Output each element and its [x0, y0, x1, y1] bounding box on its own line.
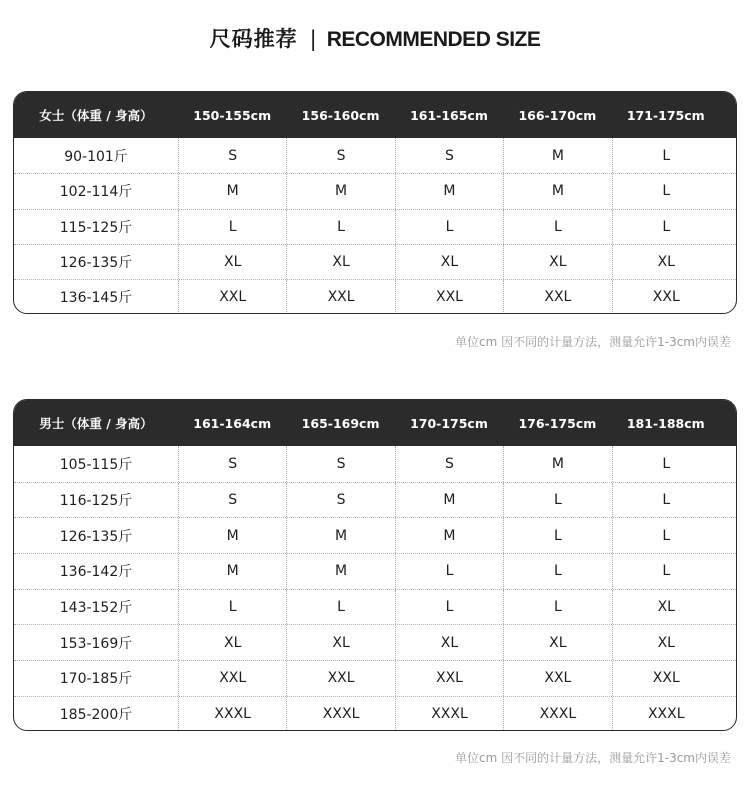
title-chinese: 尺码推荐: [209, 27, 298, 51]
size-cell: XXXL: [286, 697, 394, 731]
table-row: [14, 446, 736, 482]
size-cell: M: [178, 518, 286, 553]
women-table-note: 单位cm 因不同的计量方法，测量允许1-3cm内误差: [455, 335, 731, 349]
weight-range-cell: 90-101斤: [64, 148, 128, 165]
size-cell: L: [612, 210, 720, 244]
size-cell: S: [286, 138, 394, 173]
header-height-range: 161-165cm: [410, 107, 488, 123]
size-cell: M: [178, 174, 286, 208]
weight-range-cell: 185-200斤: [59, 707, 133, 724]
table-row: [14, 589, 736, 625]
size-cell: XL: [395, 245, 503, 279]
size-cell: L: [395, 554, 503, 589]
header-height-range: 181-188cm: [626, 415, 705, 431]
size-cell: XL: [286, 625, 394, 660]
size-cell: XXL: [178, 661, 286, 696]
table-header: [14, 400, 736, 446]
size-cell: L: [503, 210, 611, 244]
weight-range-cell: 115-125斤: [59, 219, 133, 236]
size-cell: L: [503, 590, 611, 625]
size-cell: XL: [612, 245, 720, 279]
size-cell: M: [503, 446, 611, 482]
size-cell: S: [178, 446, 286, 482]
size-cell: S: [178, 483, 286, 518]
header-height-range: 165-169cm: [301, 415, 380, 431]
weight-range-cell: 102-114斤: [59, 184, 133, 201]
size-cell: M: [178, 554, 286, 589]
size-cell: L: [612, 483, 720, 518]
header-height-range: 166-170cm: [518, 107, 597, 123]
page-title: [0, 24, 750, 55]
size-cell: L: [612, 446, 720, 482]
table-row: [14, 244, 736, 279]
size-cell: S: [286, 446, 394, 482]
weight-range-cell: 170-185斤: [59, 671, 133, 688]
size-cell: L: [503, 483, 611, 518]
weight-range-cell: 126-135斤: [59, 255, 133, 272]
size-cell: L: [178, 590, 286, 625]
size-cell: XXL: [612, 280, 720, 314]
size-cell: XXXL: [395, 697, 503, 731]
size-cell: XL: [286, 245, 394, 279]
size-cell: L: [286, 210, 394, 244]
table-row: [14, 209, 736, 244]
table-row: [14, 553, 736, 589]
women-size-table: [13, 91, 737, 314]
size-cell: L: [612, 174, 720, 208]
men-table-note: 单位cm 因不同的计量方法，测量允许1-3cm内误差: [455, 751, 731, 765]
size-cell: XXL: [503, 280, 611, 314]
size-cell: M: [286, 518, 394, 553]
size-cell: L: [503, 518, 611, 553]
size-cell: XXXL: [178, 697, 286, 731]
size-cell: L: [395, 210, 503, 244]
size-cell: M: [395, 518, 503, 553]
size-cell: XXL: [178, 280, 286, 314]
weight-range-cell: 153-169斤: [59, 635, 133, 652]
size-cell: M: [286, 554, 394, 589]
table-row: [14, 173, 736, 208]
table-row: [14, 660, 736, 696]
size-cell: XXL: [286, 280, 394, 314]
header-height-range: 161-164cm: [193, 415, 272, 431]
size-cell: L: [503, 554, 611, 589]
size-cell: L: [286, 590, 394, 625]
size-cell: M: [503, 138, 611, 173]
header-weight-height: 女士（体重 / 身高）: [39, 108, 153, 123]
table-header: [14, 92, 736, 138]
header-height-range: 171-175cm: [626, 107, 705, 123]
size-cell: M: [286, 174, 394, 208]
header-height-range: 156-160cm: [301, 107, 380, 123]
table-row: [14, 482, 736, 518]
size-cell: XXL: [503, 661, 611, 696]
size-cell: XXL: [286, 661, 394, 696]
size-cell: XXL: [395, 661, 503, 696]
weight-range-cell: 105-115斤: [59, 456, 133, 473]
size-cell: S: [395, 446, 503, 482]
size-cell: XXXL: [503, 697, 611, 731]
size-cell: XL: [612, 590, 720, 625]
size-cell: M: [395, 483, 503, 518]
size-cell: S: [178, 138, 286, 173]
header-weight-height: 男士（体重 / 身高）: [39, 416, 153, 431]
weight-range-cell: 116-125斤: [59, 493, 133, 510]
size-cell: S: [395, 138, 503, 173]
size-cell: XXL: [612, 661, 720, 696]
title-separator: |: [309, 27, 317, 51]
table-row: [14, 138, 736, 173]
weight-range-cell: 126-135斤: [59, 528, 133, 545]
size-cell: M: [503, 174, 611, 208]
table-row: [14, 624, 736, 660]
weight-range-cell: 136-142斤: [59, 564, 133, 581]
size-cell: L: [612, 518, 720, 553]
size-cell: XL: [503, 245, 611, 279]
size-cell: M: [395, 174, 503, 208]
size-cell: XL: [178, 245, 286, 279]
size-cell: XL: [612, 625, 720, 660]
size-cell: L: [612, 554, 720, 589]
size-cell: S: [286, 483, 394, 518]
table-row: [14, 696, 736, 731]
table-row: [14, 517, 736, 553]
size-cell: XL: [178, 625, 286, 660]
size-cell: XXL: [395, 280, 503, 314]
size-cell: L: [612, 138, 720, 173]
men-size-table: [13, 399, 737, 731]
size-cell: XL: [395, 625, 503, 660]
header-height-range: 176-175cm: [518, 415, 597, 431]
header-height-range: 150-155cm: [193, 107, 272, 123]
header-height-range: 170-175cm: [410, 415, 488, 431]
size-cell: L: [178, 210, 286, 244]
size-cell: L: [395, 590, 503, 625]
weight-range-cell: 136-145斤: [59, 290, 133, 307]
size-cell: XL: [503, 625, 611, 660]
title-english: RECOMMENDED SIZE: [326, 28, 541, 51]
table-row: [14, 279, 736, 314]
size-cell: XXXL: [612, 697, 720, 731]
weight-range-cell: 143-152斤: [59, 600, 133, 617]
